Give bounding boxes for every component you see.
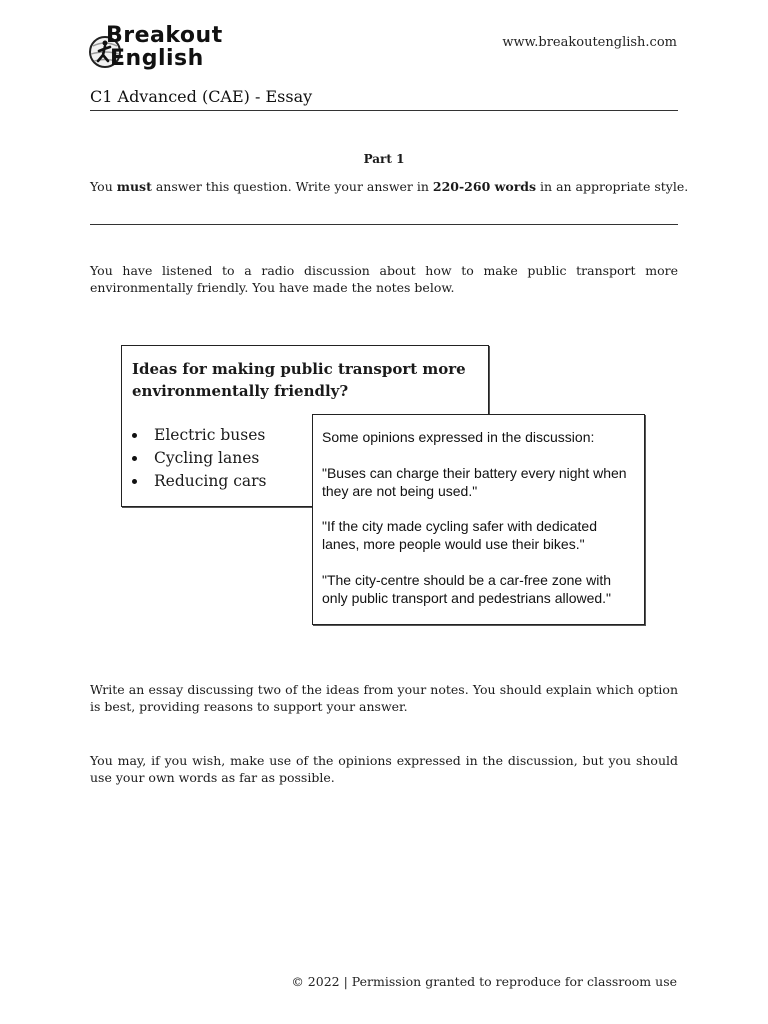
bullet-icon <box>132 433 137 438</box>
list-item <box>132 424 267 447</box>
part-label: Part 1 <box>363 152 405 166</box>
opinion-quote: "Buses can charge their battery every night when they are not being used." <box>322 465 627 499</box>
bullet-icon <box>132 456 137 461</box>
copyright-footer: © 2022 | Permission granted to reproduce for classroom use <box>291 974 677 989</box>
opinion-quote: "If the city made cycling safer with dedicated lanes, more people would use their bikes." <box>322 518 597 552</box>
task-paragraph: Write an essay discussing two of the ideas from your notes. You should explain which option is best, providing reasons to support your answer. <box>90 682 678 714</box>
page-title: C1 Advanced (CAE) - Essay <box>90 87 313 106</box>
site-url: www.breakoutenglish.com <box>502 35 677 50</box>
logo-line-1: Breakout <box>106 23 223 48</box>
notes-item-label: Cycling lanes <box>154 449 260 467</box>
intro-paragraph: You have listened to a radio discussion about how to make public transport more environmentally friendly. You have made the notes below. <box>90 263 678 295</box>
instruction-pre: You <box>90 179 117 194</box>
opinions-box <box>312 414 645 625</box>
logo-line-2: English <box>110 46 204 71</box>
opinions-heading: Some opinions expressed in the discussion: <box>322 429 595 445</box>
title-divider <box>90 110 678 111</box>
notes-item-label: Electric buses <box>154 426 266 444</box>
notes-list <box>132 424 267 493</box>
instruction-word-count: 220-260 words <box>432 179 537 194</box>
breakout-english-logo <box>90 23 250 76</box>
opinion-quote: "The city-centre should be a car-free zone with only public transport and pedestrians allowed." <box>322 572 612 606</box>
notes-item-label: Reducing cars <box>154 472 267 490</box>
instruction-must: must <box>116 179 152 194</box>
list-item <box>132 447 267 470</box>
note-paragraph: You may, if you wish, make use of the opinions expressed in the discussion, but you should use your own words as far as possible. <box>90 753 678 785</box>
instruction-post: in an appropriate style. <box>536 179 689 194</box>
list-item <box>132 470 267 493</box>
instruction-divider <box>90 224 678 225</box>
task-instruction <box>90 179 688 194</box>
instruction-mid: answer this question. Write your answer in <box>151 179 433 194</box>
bullet-icon <box>132 479 137 484</box>
notes-title: Ideas for making public transport more environmentally friendly? <box>132 360 466 400</box>
